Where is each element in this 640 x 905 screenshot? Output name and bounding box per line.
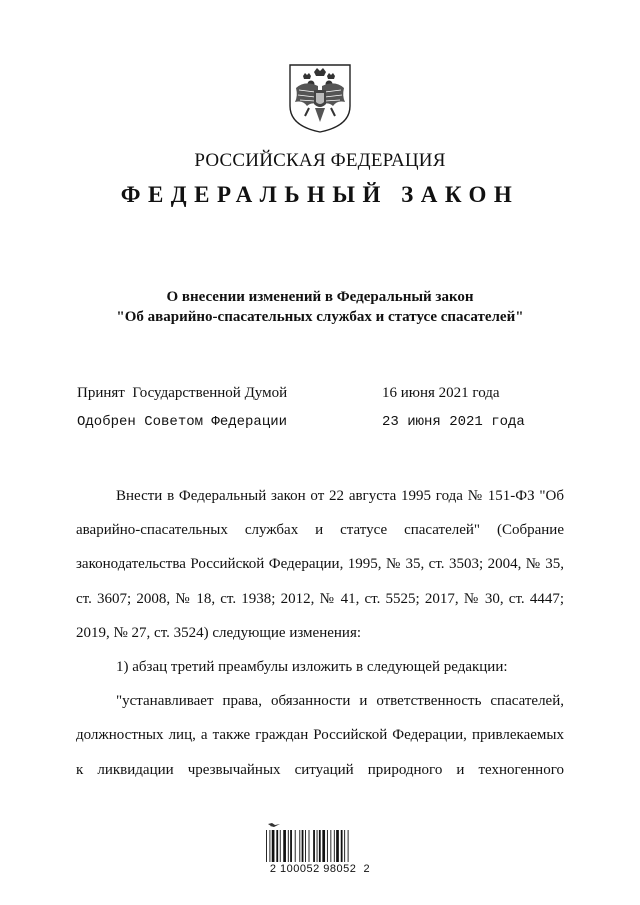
amendment-item-1: 1) абзац третий преамбулы изложить в следующей редакции: — [116, 659, 508, 676]
council-approval-date: 23 июня 2021 года — [382, 414, 525, 430]
intro-paragraph: Внести в Федеральный закон от 22 августа 1995 года № 151-ФЗ "Об аварийно-спасательных службах и статусе спасателей" (Собрание законодательства Российской Федерации, 1995, № 35, ст. 3503; 2004, № 35, ст. 3607; 2008, № 18, ст. 1938; 2012, № 41, ст. 5525; 2017, № 30, ст. 4447; 2019, № 27, ст. 3524) следующие изменения: — [76, 488, 564, 641]
coat-of-arms-icon — [287, 62, 353, 134]
law-title-line-2: "Об аварийно-спасательных службах и статусе спасателей" — [116, 309, 524, 325]
law-title-line-1: О внесении изменений в Федеральный закон — [166, 289, 474, 305]
document-type-heading: ФЕДЕРАЛЬНЫЙ ЗАКОН — [120, 182, 520, 207]
barcode-icon — [262, 822, 380, 864]
duma-adoption-date: 16 июня 2021 года — [382, 385, 500, 401]
barcode-number: 2 100052 98052 2 — [269, 863, 371, 875]
law-title — [0, 287, 640, 327]
council-approval-label: Одобрен Советом Федерации — [77, 414, 288, 430]
duma-adoption-label: Принят Государственной Думой — [77, 385, 288, 401]
country-heading: РОССИЙСКАЯ ФЕДЕРАЦИЯ — [194, 150, 446, 171]
law-body — [76, 479, 564, 787]
quoted-amendment-text: "устанавливает права, обязанности и ответственность спасателей, должностных лиц, а также граждан Российской Федерации, привлекаемых к ликвидации чрезвычайных ситуаций природного и техногенного — [76, 693, 564, 778]
